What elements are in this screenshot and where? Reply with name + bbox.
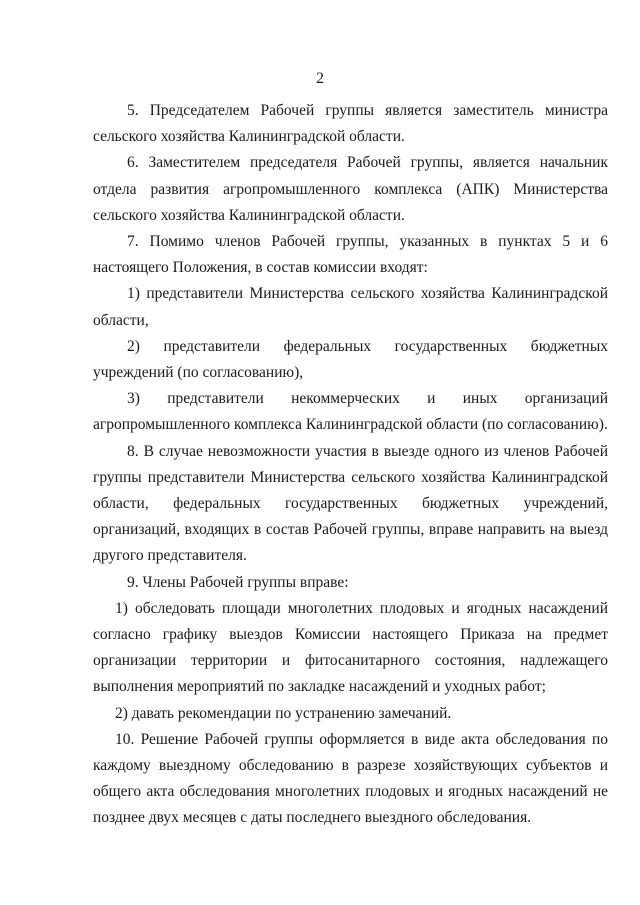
paragraph-item-6: 6. Заместителем председателя Рабочей группы, является начальник отдела развития агропромышленного комплекса (АПК) Министерства сельского хозяйства Калининградской области. <box>93 154 608 224</box>
paragraph-item-5: 5. Председателем Рабочей группы является заместитель министра сельского хозяйства Калининградской области. <box>93 102 608 146</box>
paragraph-item-8: 8. В случае невозможности участия в выезде одного из членов Рабочей группы представители Министерства сельского хозяйства Калининградской области, федеральных государственных бюджетных учреждений, организаций, входящих в состав Рабочей группы, вправе направить на выезд другого представителя. <box>93 442 608 565</box>
subitem-9-2: 2) давать рекомендации по устранению замечаний. <box>115 704 452 722</box>
paragraph-item-7: 7. Помимо членов Рабочей группы, указанных в пунктах 5 и 6 настоящего Положения, в состав комиссии входят: <box>93 233 608 277</box>
page-number: 2 <box>316 70 324 87</box>
subitem-7-1: 1) представители Министерства сельского хозяйства Калининградской области, <box>93 285 608 329</box>
document-body <box>93 98 608 832</box>
subitem-7-3: 3) представители некоммерческих и иных организаций агропромышленного комплекса Калининградской области (по согласованию). <box>93 390 608 434</box>
paragraph-item-9: 9. Члены Рабочей группы вправе: <box>127 573 349 591</box>
paragraph-item-10: 10. Решение Рабочей группы оформляется в виде акта обследования по каждому выездному обследованию в разрезе хозяйствующих субъектов и общего акта обследования многолетних плодовых и ягодных насаждений не позднее двух месяцев с даты последнего выездного обследования. <box>93 730 608 827</box>
subitem-7-2: 2) представители федеральных государственных бюджетных учреждений (по согласованию), <box>93 337 608 382</box>
subitem-9-1: 1) обследовать площади многолетних плодовых и ягодных насаждений согласно графику выездов Комиссии настоящего Приказа на предмет организации территории и фитосанитарного состояния, надлежащего выполнения мероприятий по закладке насаждений и уходных работ; <box>93 599 608 696</box>
